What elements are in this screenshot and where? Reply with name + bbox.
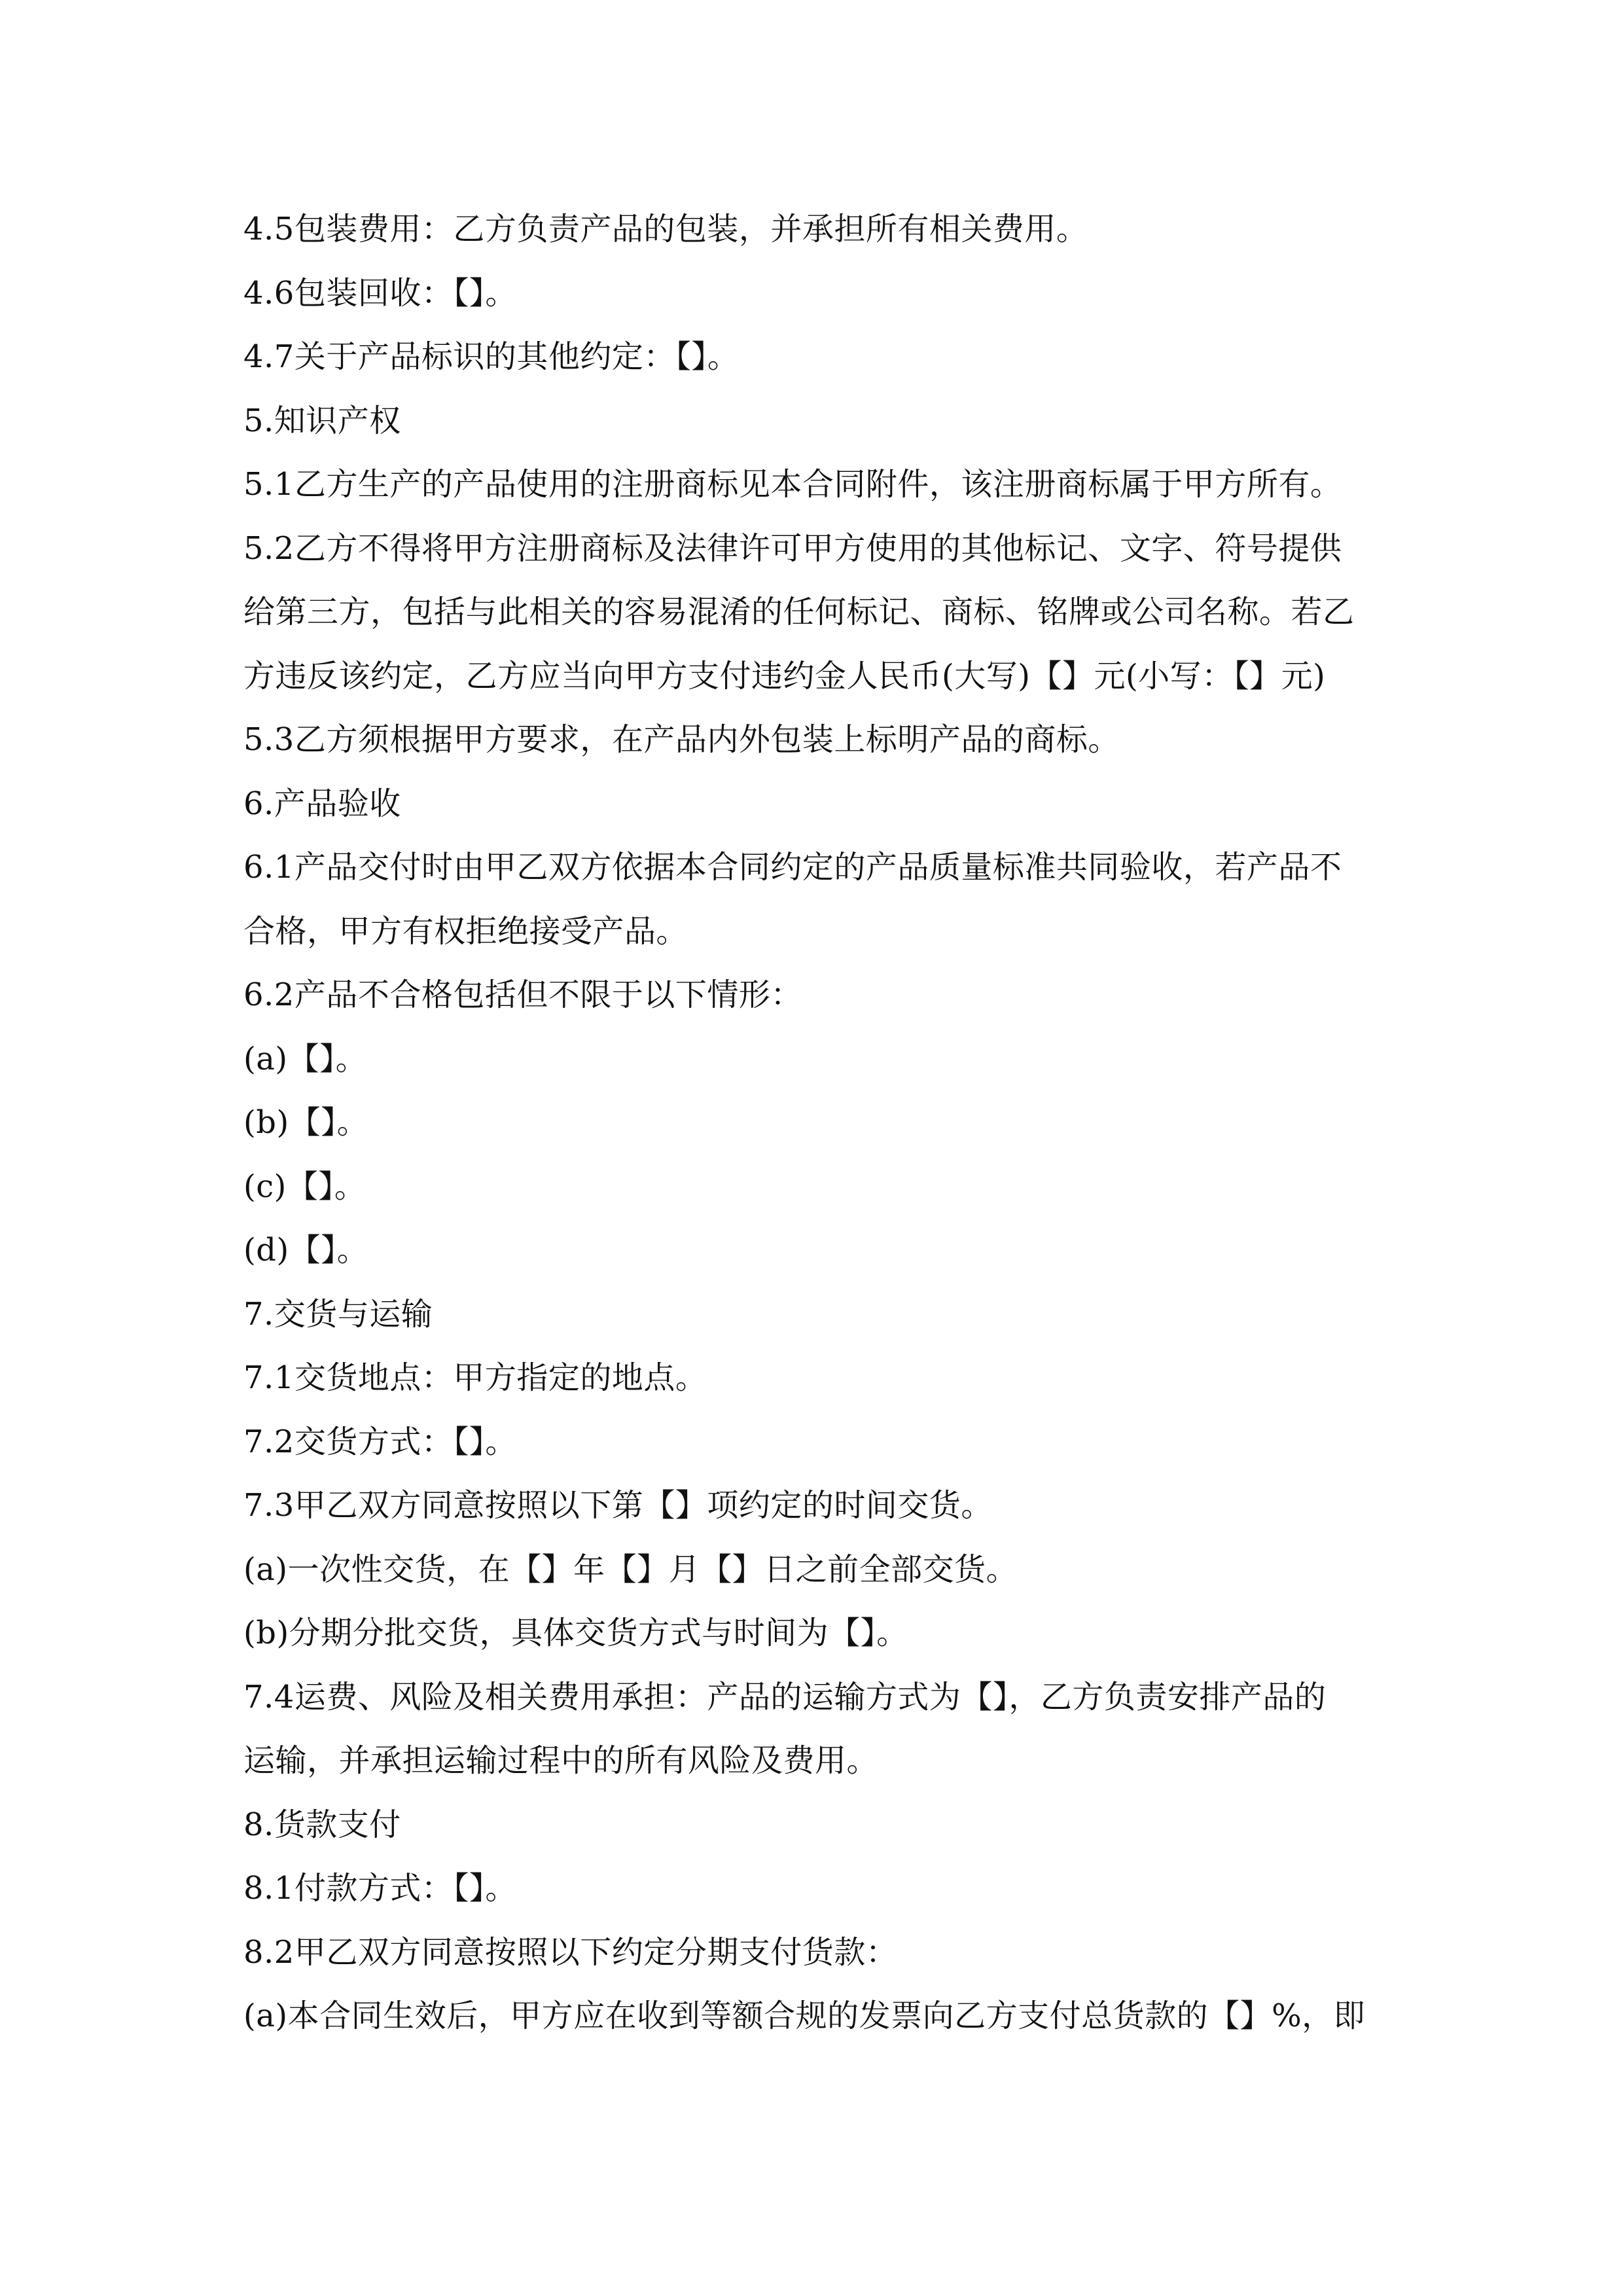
clause-7-3-item-a: (a)一次性交货，在【】年【】月【】日之前全部交货。 (243, 1551, 1018, 1588)
clause-7-4-line-2: 运输，并承担运输过程中的所有风险及费用。 (243, 1742, 879, 1779)
clause-6-1-line-2: 合格，甲方有权拒绝接受产品。 (243, 912, 688, 950)
clause-4-6-packaging-recycling: 4.6包装回收：【】。 (243, 274, 517, 312)
clause-8-1-payment-method: 8.1付款方式：【】。 (243, 1870, 517, 1907)
clause-6-2-item-b: (b)【】。 (243, 1104, 369, 1141)
clause-7-3-delivery-time: 7.3甲乙双方同意按照以下第【】项约定的时间交货。 (243, 1487, 993, 1524)
clause-6-2-nonconformity: 6.2产品不合格包括但不限于以下情形： (243, 977, 802, 1013)
document-body (243, 198, 1395, 2049)
clause-5-2-line-2: 给第三方，包括与此相关的容易混淆的任何标记、商标、铭牌或公司名称。若乙 (243, 594, 1355, 630)
clause-8-2-installments: 8.2甲乙双方同意按照以下约定分期支付货款： (243, 1933, 898, 1971)
clause-6-2-item-a: (a)【】。 (243, 1040, 368, 1077)
section-8-heading: 8.货款支付 (243, 1806, 401, 1843)
clause-7-3-item-b: (b)分期分批交货，具体交货方式与时间为【】。 (243, 1615, 908, 1651)
clause-5-1-trademark: 5.1乙方生产的产品使用的注册商标见本合同附件，该注册商标属于甲方所有。 (243, 466, 1342, 503)
section-7-heading: 7.交货与运输 (243, 1295, 433, 1333)
clause-8-2-item-a: (a)本合同生效后，甲方应在收到等额合规的发票向乙方支付总货款的【】%，即 (243, 1998, 1366, 2034)
clause-4-7-product-marking: 4.7关于产品标识的其他约定：【】。 (243, 338, 740, 375)
clause-7-2-delivery-method: 7.2交货方式：【】。 (243, 1423, 517, 1460)
clause-5-2-line-1: 5.2乙方不得将甲方注册商标及法律许可甲方使用的其他标记、文字、符号提供 (243, 529, 1342, 567)
clause-7-4-line-1: 7.4运费、风险及相关费用承担：产品的运输方式为【】，乙方负责安排产品的 (243, 1678, 1327, 1715)
clause-5-2-line-3: 方违反该约定，乙方应当向甲方支付违约金人民币(大写)【】元(小写：【】元) (243, 657, 1326, 694)
clause-6-2-item-c: (c)【】。 (243, 1168, 366, 1205)
clause-5-3-trademark-labeling: 5.3乙方须根据甲方要求，在产品内外包装上标明产品的商标。 (243, 721, 1120, 758)
clause-7-1-delivery-location: 7.1交货地点：甲方指定的地点。 (243, 1359, 707, 1396)
clause-4-5-packaging-cost: 4.5包装费用：乙方负责产品的包装，并承担所有相关费用。 (243, 211, 1088, 247)
section-6-heading: 6.产品验收 (243, 785, 401, 822)
clause-6-1-line-1: 6.1产品交付时由甲乙双方依据本合同约定的产品质量标准共同验收，若产品不 (243, 849, 1342, 886)
section-5-heading: 5.知识产权 (243, 402, 401, 439)
clause-6-2-item-d: (d)【】。 (243, 1232, 369, 1268)
